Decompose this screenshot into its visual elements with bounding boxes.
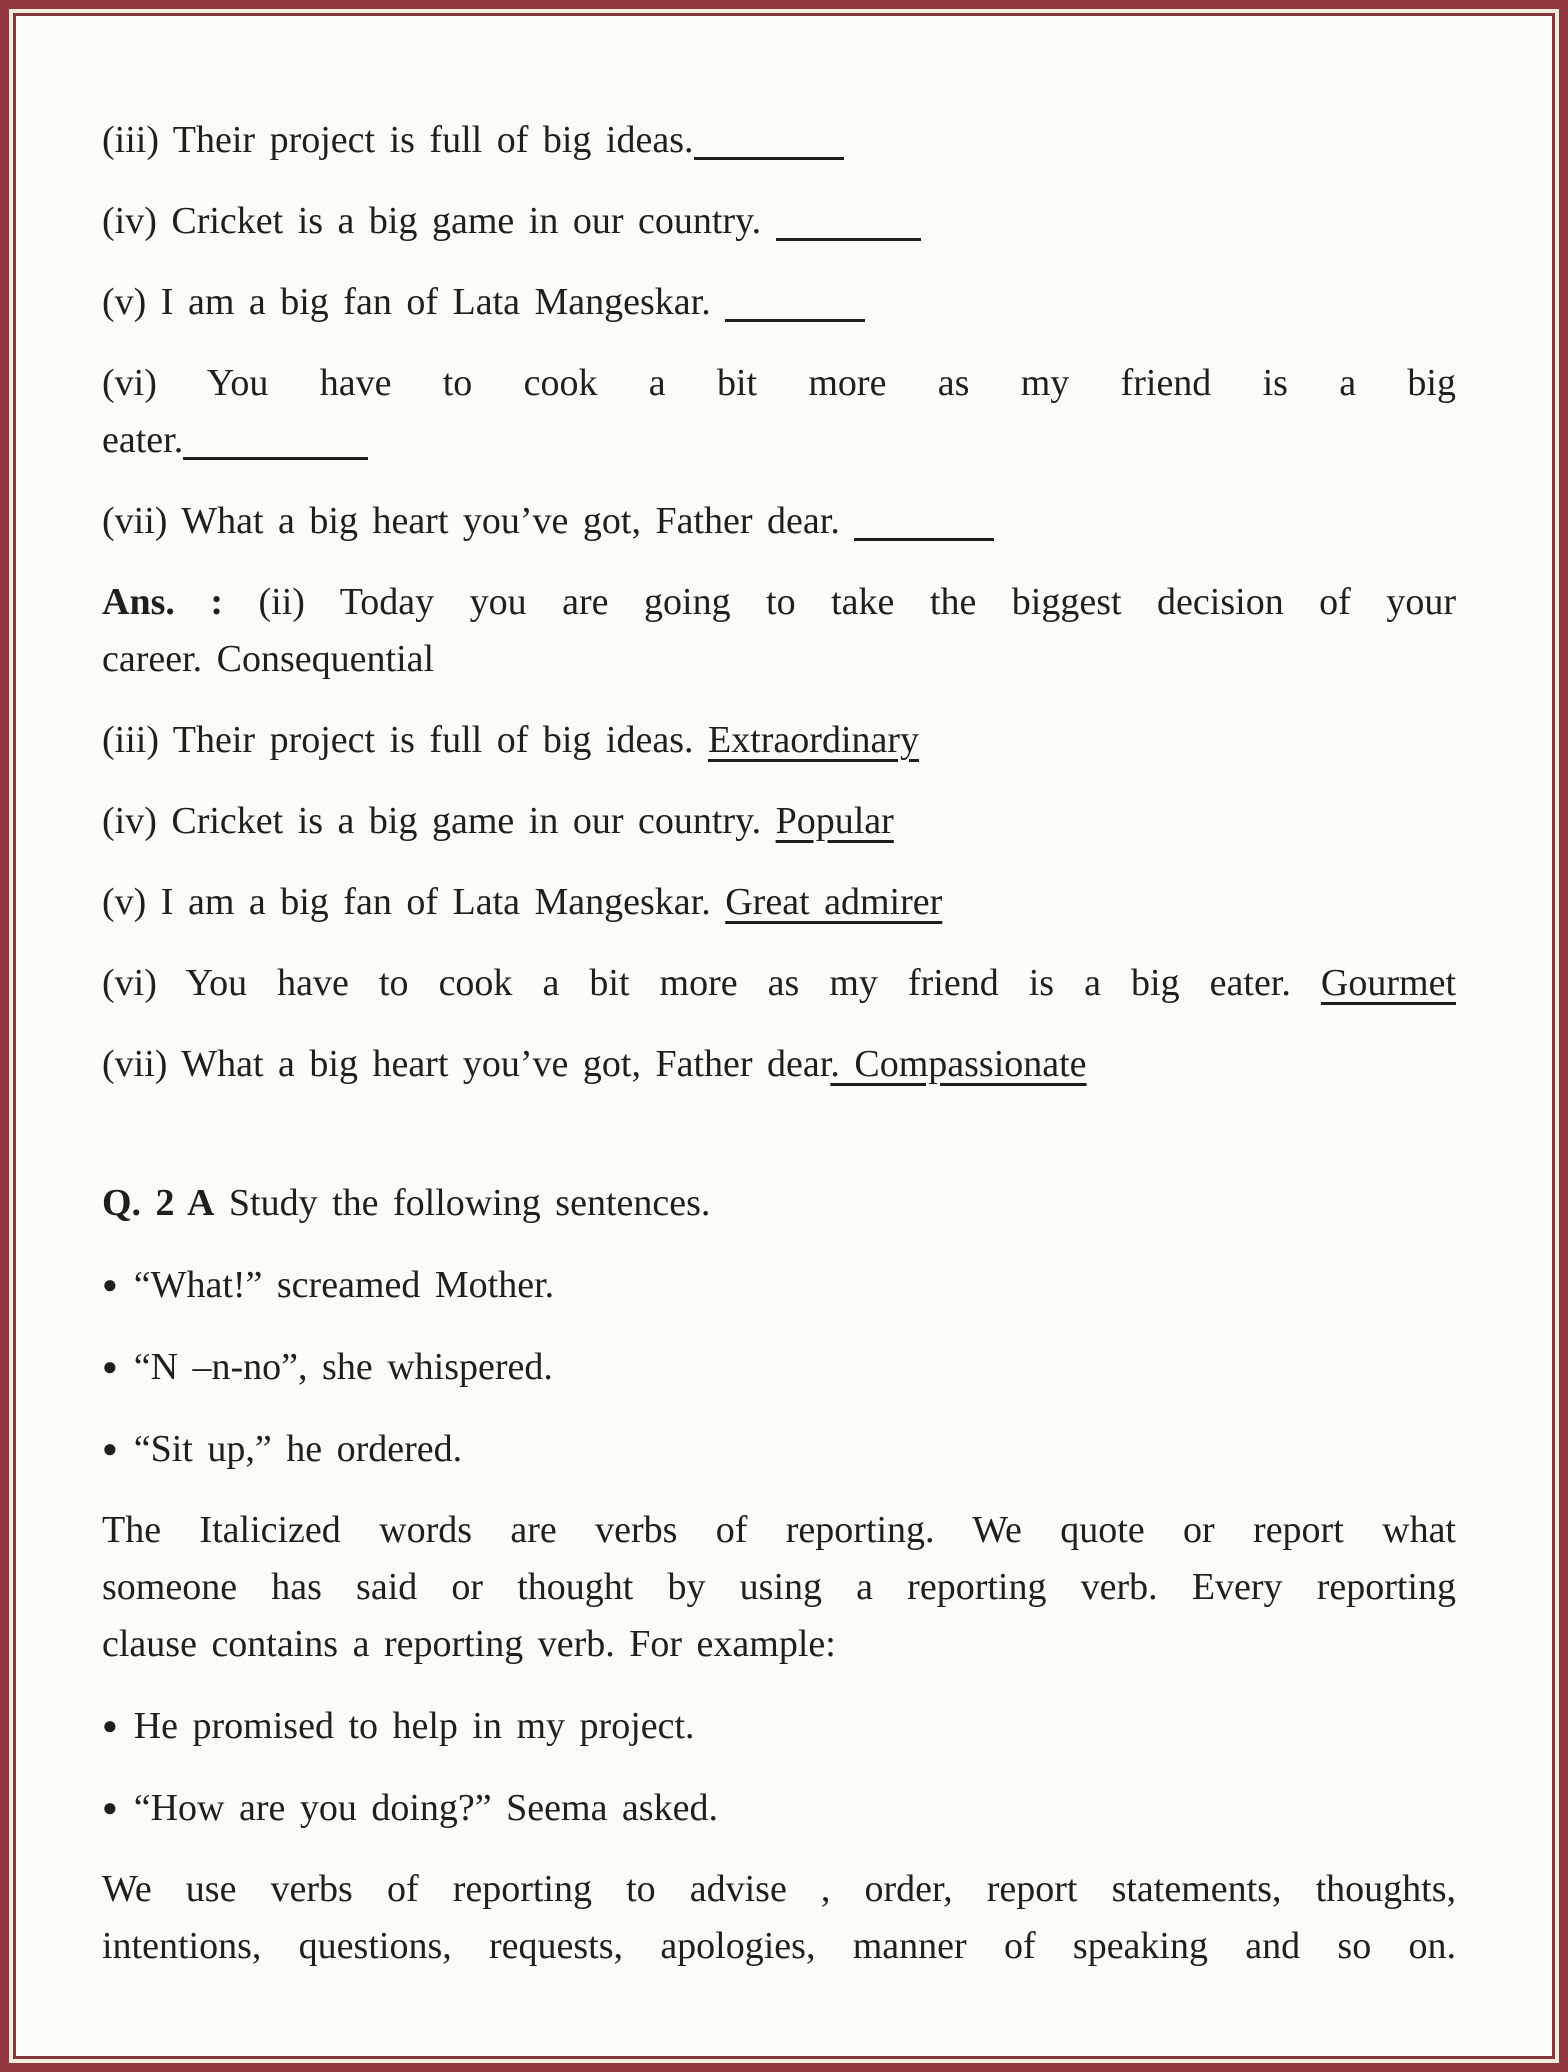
text-run: (v) I am a big fan of Lata Mangeskar. xyxy=(102,881,726,923)
underlined-answer: Extraordinary xyxy=(708,719,920,761)
text-line xyxy=(102,1502,1456,1559)
text-line xyxy=(102,355,1456,412)
explanation-paragraph-2 xyxy=(102,1861,1456,1975)
answer-intro xyxy=(102,574,1456,688)
text-run: intentions, questions, requests, apologies, manner of speaking and so on. xyxy=(102,1925,1456,1967)
text-line xyxy=(102,193,1456,250)
text-run: (v) I am a big fan of Lata Mangeskar. xyxy=(102,281,726,323)
text-line xyxy=(102,274,1456,331)
answer-item-iv xyxy=(102,793,1456,850)
text-line xyxy=(102,112,1456,169)
text-line xyxy=(102,712,1456,769)
text-run: (vi) You have to cook a bit more as my friend is a big eater. xyxy=(102,962,1321,1004)
text-run: (iv) Cricket is a big game in our country. xyxy=(102,200,776,242)
blank-line xyxy=(725,289,865,322)
text-run: Study the following sentences. xyxy=(214,1182,711,1224)
bullet-marker: ● xyxy=(102,1352,118,1381)
question-item-vi xyxy=(102,355,1456,469)
example-bullet-3 xyxy=(102,1420,1456,1478)
answer-item-vi xyxy=(102,955,1456,1012)
text-line xyxy=(102,493,1456,550)
blank-line xyxy=(854,508,994,541)
text-run: (vii) What a big heart you’ve got, Father dear. xyxy=(102,500,855,542)
answer-item-iii xyxy=(102,712,1456,769)
text-run: “What!” screamed Mother. xyxy=(133,1264,555,1306)
text-run: (vi) You have to cook a bit more as my friend is a big xyxy=(102,362,1456,404)
question-item-vii xyxy=(102,493,1456,550)
underlined-answer: Popular xyxy=(775,800,894,842)
text-run: (vii) What a big heart you’ve got, Father dear xyxy=(102,1043,831,1085)
page-content xyxy=(102,112,1456,1975)
underlined-answer: Great admirer xyxy=(725,881,943,923)
text-line xyxy=(102,1616,1456,1673)
document-page xyxy=(13,13,1555,2059)
text-run: The Italicized words are verbs of reporting. We quote or report what xyxy=(102,1509,1456,1551)
text-line xyxy=(102,1697,1456,1755)
question-2a-heading xyxy=(102,1175,1456,1232)
text-line xyxy=(102,955,1456,1012)
text-run: (iv) Cricket is a big game in our country. xyxy=(102,800,776,842)
bold-run: Q. 2 A xyxy=(102,1182,215,1224)
text-line xyxy=(102,1559,1456,1616)
question-item-v xyxy=(102,274,1456,331)
explanation-paragraph-1 xyxy=(102,1502,1456,1673)
answer-item-vii xyxy=(102,1036,1456,1093)
text-run: eater. xyxy=(102,419,184,461)
text-run: “N –n-no”, she whispered. xyxy=(133,1346,553,1388)
blank-line xyxy=(776,208,921,241)
text-line xyxy=(102,631,1456,688)
text-run: clause contains a reporting verb. For example: xyxy=(102,1623,836,1665)
bullet-marker: ● xyxy=(102,1793,118,1822)
text-line xyxy=(102,1175,1456,1232)
example-bullet-2 xyxy=(102,1338,1456,1396)
text-run: (ii) Today you are going to take the biggest decision of your xyxy=(258,581,1456,623)
answer-item-v xyxy=(102,874,1456,931)
text-run: someone has said or thought by using a reporting verb. Every reporting xyxy=(102,1566,1456,1608)
underlined-answer: Gourmet xyxy=(1320,962,1456,1004)
bold-run: Ans. : xyxy=(102,581,259,623)
question-item-iv xyxy=(102,193,1456,250)
underlined-answer: . Compassionate xyxy=(830,1043,1087,1085)
text-run: We use verbs of reporting to advise , order, report statements, thoughts, xyxy=(102,1868,1456,1910)
bullet-marker: ● xyxy=(102,1270,118,1299)
text-line xyxy=(102,1036,1456,1093)
text-run: “How are you doing?” Seema asked. xyxy=(133,1787,718,1829)
text-line xyxy=(102,1779,1456,1837)
example-bullet-1 xyxy=(102,1256,1456,1314)
text-run: career. Consequential xyxy=(102,638,435,680)
text-line xyxy=(102,412,1456,469)
text-run: (iii) Their project is full of big ideas. xyxy=(102,719,708,761)
question-item-iii xyxy=(102,112,1456,169)
bullet-marker: ● xyxy=(102,1711,118,1740)
text-line xyxy=(102,574,1456,631)
blank-line xyxy=(694,127,844,160)
example-bullet-5 xyxy=(102,1779,1456,1837)
text-run: “Sit up,” he ordered. xyxy=(133,1428,463,1470)
text-line xyxy=(102,1256,1456,1314)
text-run: (iii) Their project is full of big ideas. xyxy=(102,119,694,161)
text-line xyxy=(102,793,1456,850)
text-run: He promised to help in my project. xyxy=(133,1705,695,1747)
text-line xyxy=(102,874,1456,931)
page-frame-gap xyxy=(9,9,1559,2063)
blank-line xyxy=(183,427,368,460)
example-bullet-4 xyxy=(102,1697,1456,1755)
bullet-marker: ● xyxy=(102,1434,118,1463)
text-line xyxy=(102,1420,1456,1478)
text-line xyxy=(102,1338,1456,1396)
text-line xyxy=(102,1861,1456,1918)
text-line xyxy=(102,1918,1456,1975)
